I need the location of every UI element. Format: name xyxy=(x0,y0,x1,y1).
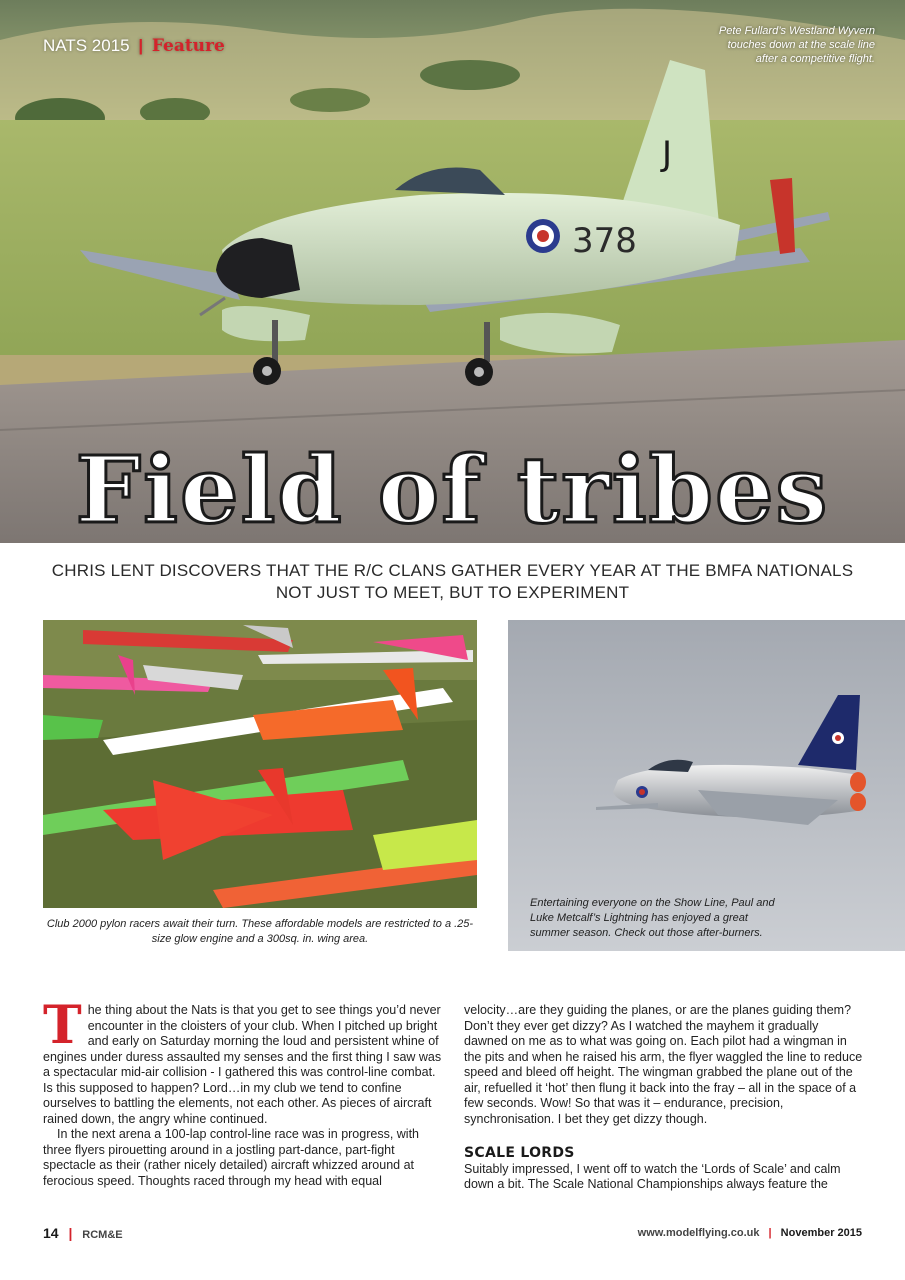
body-column-1 xyxy=(43,995,443,1189)
section-name: NATS 2015 xyxy=(43,36,130,55)
hero-caption: Pete Fullard’s Westland Wyvern touches down at the scale line after a competitive flight. xyxy=(718,25,875,65)
standfirst xyxy=(30,560,875,604)
magazine-name: RCM&E xyxy=(82,1229,123,1241)
footer-left xyxy=(43,1225,123,1241)
aircraft-code-text: 378 xyxy=(572,221,637,261)
footer-separator-left: | xyxy=(68,1225,73,1241)
footer-separator-right: | xyxy=(768,1227,772,1239)
footer-right xyxy=(638,1227,862,1239)
subheading: SCALE LORDS xyxy=(464,1145,575,1161)
paragraph-1-text: he thing about the Nats is that you get to see things you’d never encounter in the cloisters of your club. When I pitched up bright and early on Saturday morning the loud and persistent whine of engines under duress assaulted my senses and the first thing I saw was a spectacular mid-air collision - I gathered this was control-line combat. Is this supposed to happen? Lord…in my club we tend to confine ourselves to battling the elements, not each other. As pieces of aircraft rained down, the angry whine continued. xyxy=(43,1003,442,1126)
pylon-racers-photo xyxy=(43,620,477,908)
section-separator: | xyxy=(138,36,144,55)
section-label xyxy=(43,36,225,56)
pylon-racers-illustration xyxy=(43,620,477,908)
page-number: 14 xyxy=(43,1225,59,1241)
issue-date: November 2015 xyxy=(780,1227,862,1239)
category-label: Feature xyxy=(151,36,225,56)
body-paragraph-1 xyxy=(43,995,443,1127)
photo2-caption: Entertaining everyone on the Show Line, Paul and Luke Metcalf’s Lightning has enjoyed a great summer season. Check out those after-burners. xyxy=(530,897,775,939)
standfirst-line-1: CHRIS LENT DISCOVERS THAT THE R/C CLANS GATHER EVERY YEAR AT THE BMFA NATIONALS xyxy=(51,561,854,580)
dropcap: T xyxy=(43,995,82,1056)
body-paragraph-3: velocity…are they guiding the planes, or are the planes guiding them? Don’t they ever get dizzy? As I watched the mayhem it gradually dawned on me as to what was going on. Each pilot had a wingman in the pits and when he raised his arm, the flyer waggled the line to reduce speed and bleed off height. The wingman grabbed the plane out of the air, refuelled it ‘hot’ then flung it back into the fray – all in the space of a few seconds. Wow! So that was it – endurance, precision, synchronisation. I bet they get dizzy though. xyxy=(464,1003,863,1126)
tail-letter-text: J xyxy=(662,134,673,174)
photo1-caption: Club 2000 pylon racers await their turn. These affordable models are restricted to a .25-size glow engine and a 300sq. in. wing area. xyxy=(46,918,474,945)
hero-photo xyxy=(0,0,905,543)
body-paragraph-2: In the next arena a 100-lap control-line race was in progress, with three flyers pirouetting around in a jostling part-dance, part-fight spectacle as their (rather nicely detailed) aircraft whizzed around at ferocious speed. Thoughts raced through my head with equal xyxy=(43,1127,419,1188)
body-column-2 xyxy=(464,1003,864,1193)
standfirst-line-2: NOT JUST TO MEET, BUT TO EXPERIMENT xyxy=(275,583,630,602)
article-title: Field of tribes xyxy=(75,436,830,543)
body-paragraph-4: Suitably impressed, I went off to watch the ‘Lords of Scale’ and calm down a bit. The Scale National Championships always feature the xyxy=(464,1161,841,1191)
website-link[interactable]: www.modelflying.co.uk xyxy=(637,1227,760,1239)
